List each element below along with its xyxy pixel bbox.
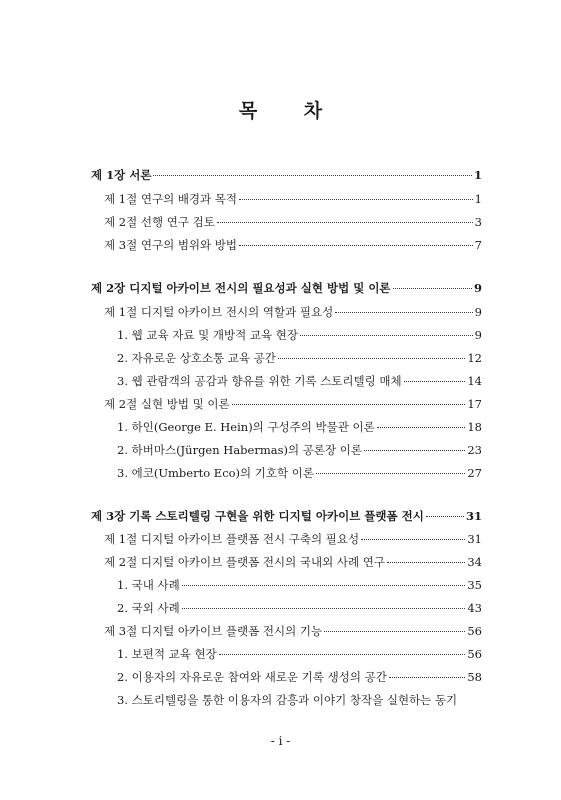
toc-page-number: 56 xyxy=(467,647,482,661)
dot-leader xyxy=(239,244,473,246)
page-footer-number: - i - xyxy=(270,734,291,748)
dot-leader xyxy=(324,630,465,632)
toc-page-number: 58 xyxy=(467,670,482,684)
toc-label: 제 3장 기록 스토리텔링 구현을 위한 디지털 아카이브 플랫폼 전시 xyxy=(91,509,424,523)
toc-label: 2. 하버마스(Jürgen Habermas)의 공론장 이론 xyxy=(117,443,362,457)
toc-page-number: 3 xyxy=(474,215,482,229)
toc-subsection xyxy=(117,601,482,615)
toc-page-number: 9 xyxy=(474,305,482,319)
toc-label: 1. 웹 교육 자료 및 개방적 교육 현장 xyxy=(117,328,298,342)
dot-leader xyxy=(426,515,464,517)
toc-chapter-2 xyxy=(91,281,482,295)
dot-leader xyxy=(239,198,473,200)
toc-label: 제 3절 연구의 범위와 방법 xyxy=(104,238,238,252)
dot-leader xyxy=(182,607,466,609)
toc-page-number: 35 xyxy=(467,578,482,592)
toc-label: 1. 하인(George E. Hein)의 구성주의 박물관 이론 xyxy=(117,420,375,434)
toc-subsection xyxy=(117,578,482,592)
toc-label: 제 2절 실현 방법 및 이론 xyxy=(104,397,230,411)
toc-page-number: 14 xyxy=(467,374,482,388)
dot-leader xyxy=(404,380,466,382)
toc-label: 제 1절 연구의 배경과 목적 xyxy=(104,192,238,206)
toc-page-number: 9 xyxy=(473,281,482,295)
toc-label: 제 2절 선행 연구 검토 xyxy=(104,215,215,229)
toc-page-number: 43 xyxy=(467,601,482,615)
toc-subsection xyxy=(117,351,482,365)
toc-label: 제 3절 디지털 아카이브 플랫폼 전시의 기능 xyxy=(104,624,323,638)
toc-page-number: 1 xyxy=(473,168,482,182)
dot-leader xyxy=(387,561,465,563)
dot-leader xyxy=(219,653,466,655)
dot-leader xyxy=(389,676,466,678)
toc-page-number: 18 xyxy=(467,420,482,434)
dot-leader xyxy=(300,334,473,336)
toc-chapter-3 xyxy=(91,509,482,523)
toc-page-number: 56 xyxy=(467,624,482,638)
toc-subsection xyxy=(117,374,482,388)
toc-label: 제 1절 디지털 아카이브 플랫폼 전시 구축의 필요성 xyxy=(104,532,360,546)
toc-page-number: 12 xyxy=(467,351,482,365)
toc-label: 3. 웹 관람객의 공감과 향유를 위한 기록 스토리텔링 매체 xyxy=(117,374,402,388)
toc-section xyxy=(104,215,482,229)
dot-leader xyxy=(316,472,465,474)
dot-leader xyxy=(232,403,466,405)
toc-label: 2. 이용자의 자유로운 참여와 새로운 기록 생성의 공간 xyxy=(117,670,387,684)
dot-leader xyxy=(361,538,465,540)
toc-label: 2. 국외 사례 xyxy=(117,601,180,615)
toc-subsection xyxy=(117,670,482,684)
toc-section xyxy=(104,238,482,252)
dot-leader xyxy=(278,357,465,359)
toc-subsection xyxy=(117,443,482,457)
toc-page-number: 17 xyxy=(467,397,482,411)
dot-leader xyxy=(182,584,466,586)
dot-leader xyxy=(377,426,466,428)
dot-leader xyxy=(335,311,472,313)
toc-section xyxy=(104,624,482,638)
toc-section xyxy=(104,555,482,569)
toc-label: 1. 국내 사례 xyxy=(117,578,180,592)
toc-subsection xyxy=(117,420,482,434)
toc-page-number: 34 xyxy=(467,555,482,569)
toc-section xyxy=(104,192,482,206)
toc-page-number: 31 xyxy=(467,532,482,546)
toc-section xyxy=(104,397,482,411)
toc-label: 제 2장 디지털 아카이브 전시의 필요성과 실현 방법 및 이론 xyxy=(91,281,391,295)
toc-label: 1. 보편적 교육 현장 xyxy=(117,647,217,661)
toc-page-number: 23 xyxy=(467,443,482,457)
toc-label: 2. 자유로운 상호소통 교육 공간 xyxy=(117,351,276,365)
toc-label: 제 1절 디지털 아카이브 전시의 역할과 필요성 xyxy=(104,305,334,319)
toc-page-number: 9 xyxy=(474,328,482,342)
dot-leader xyxy=(393,287,472,289)
toc-section xyxy=(104,532,482,546)
toc-subsection xyxy=(117,647,482,661)
toc-page-number: 27 xyxy=(467,466,482,480)
toc-label: 제 1장 서론 xyxy=(91,168,152,182)
dot-leader xyxy=(153,174,472,176)
toc-page-number: 1 xyxy=(474,192,482,206)
toc-section xyxy=(104,305,482,319)
toc-label: 3. 스토리텔링을 통한 이용자의 감흥과 이야기 창작을 실현하는 동기 xyxy=(117,693,458,707)
toc-chapter-1 xyxy=(91,168,482,182)
toc-subsection xyxy=(117,693,482,707)
page-title: 목 차 xyxy=(238,100,343,122)
dot-leader xyxy=(217,221,473,223)
toc-subsection xyxy=(117,466,482,480)
dot-leader xyxy=(364,449,465,451)
toc-page-number: 7 xyxy=(474,238,482,252)
toc-page-number: 31 xyxy=(465,509,482,523)
toc-label: 3. 에코(Umberto Eco)의 기호학 이론 xyxy=(117,466,315,480)
toc-label: 제 2절 디지털 아카이브 플랫폼 전시의 국내외 사례 연구 xyxy=(104,555,385,569)
toc-subsection xyxy=(117,328,482,342)
